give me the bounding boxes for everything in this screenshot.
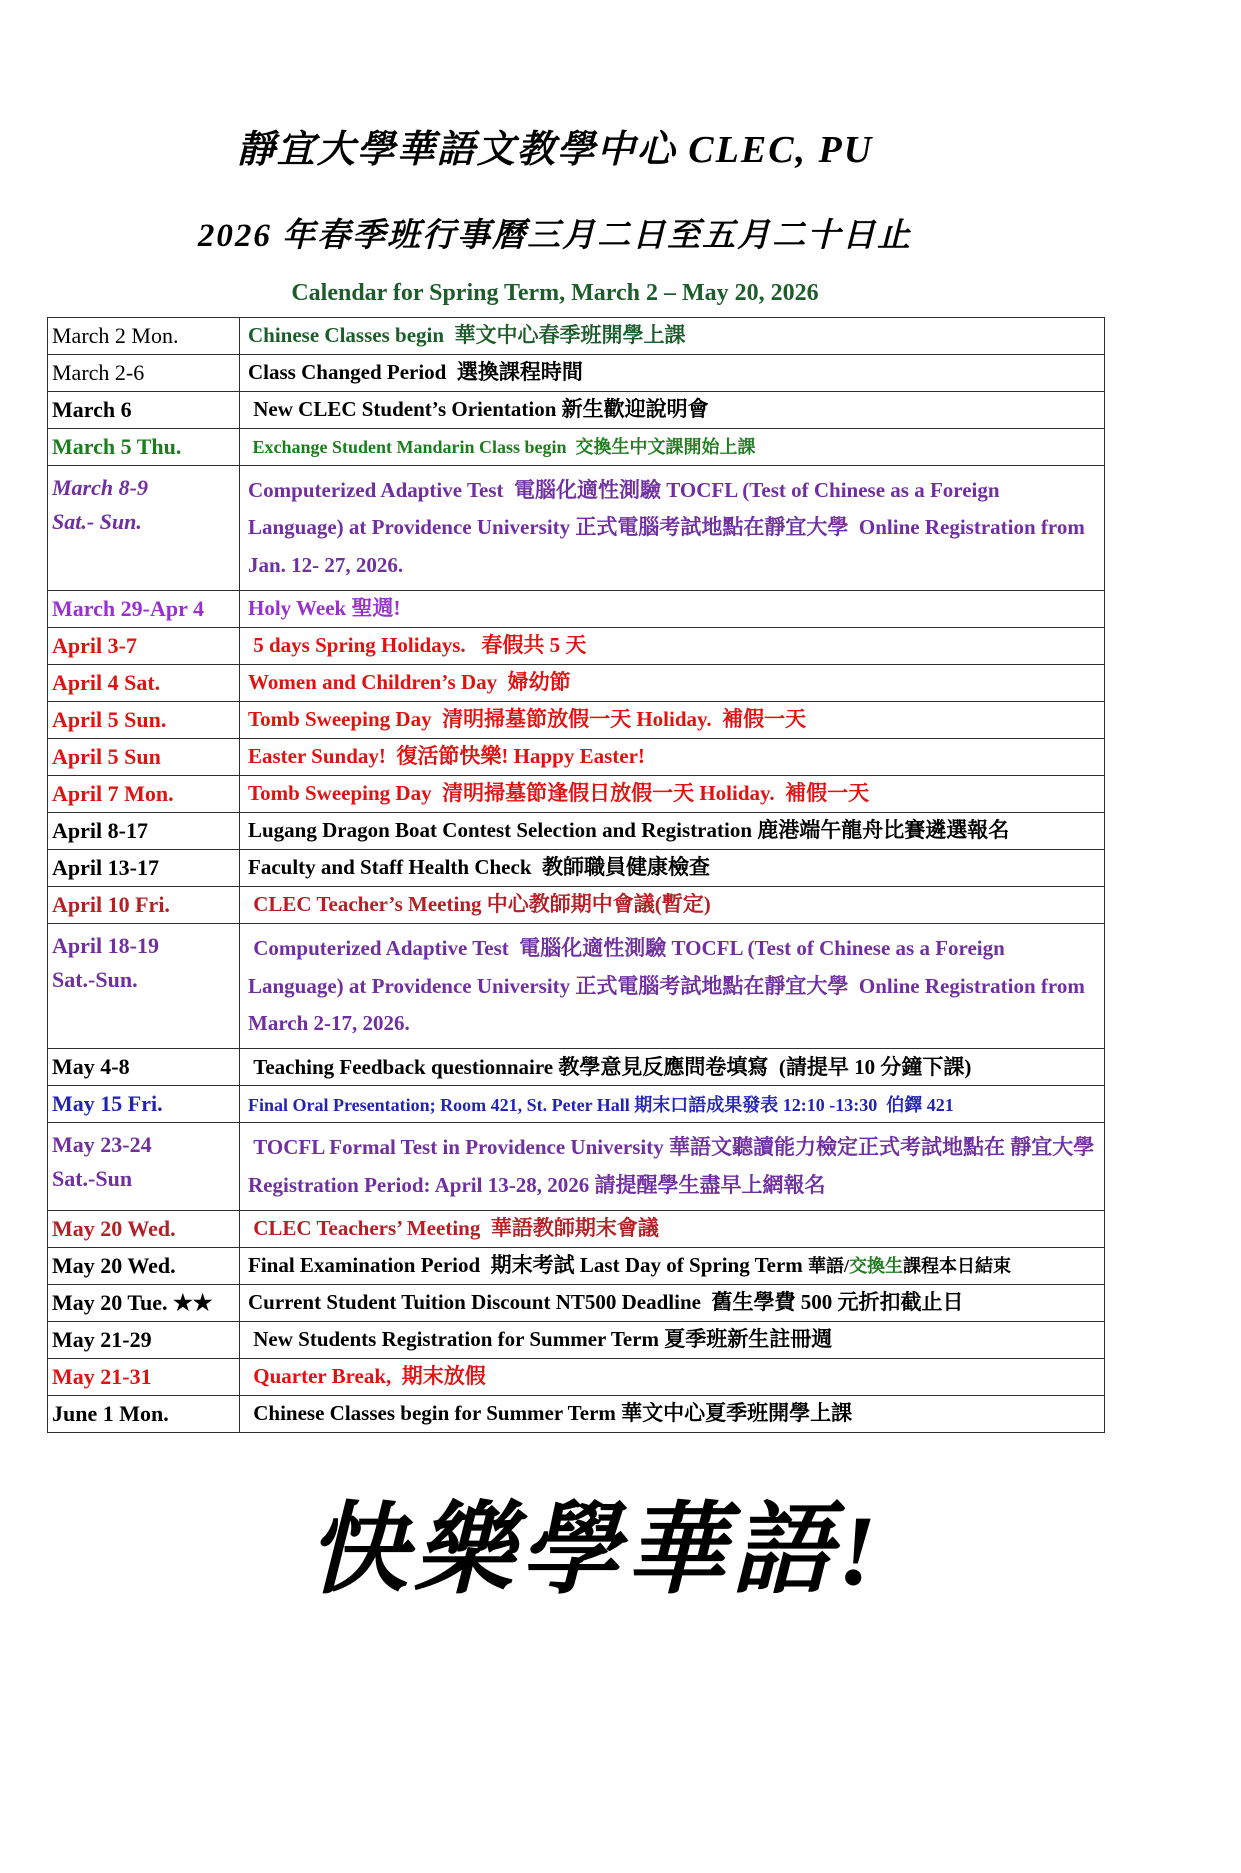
table-row	[48, 1396, 1105, 1433]
date-line: May 21-29	[52, 1326, 152, 1352]
table-row	[48, 739, 1105, 776]
date-cell	[48, 1123, 240, 1211]
event-text-segment: Chinese Classes begin for Summer Term 華文中心夏季班開學上課	[248, 1401, 853, 1426]
table-row	[48, 1285, 1105, 1322]
table-row	[48, 429, 1105, 466]
page-header	[0, 118, 1110, 307]
footer-message: 快樂學華語!	[307, 1495, 883, 1606]
table-row	[48, 924, 1105, 1049]
event-cell	[240, 1285, 1105, 1322]
table-row	[48, 1049, 1105, 1086]
date-line: May 15 Fri.	[52, 1090, 163, 1116]
date-line: May 20 Wed.	[52, 1215, 176, 1241]
table-row	[48, 702, 1105, 739]
table-row	[48, 466, 1105, 591]
date-line: April 5 Sun	[52, 743, 161, 769]
date-line: March 8-9	[52, 475, 148, 500]
date-cell	[48, 591, 240, 628]
event-cell	[240, 924, 1105, 1049]
date-line: April 13-17	[52, 854, 159, 880]
date-cell	[48, 628, 240, 665]
event-cell	[240, 1049, 1105, 1086]
date-line: April 18-19	[52, 933, 159, 959]
page-title: 靜宜大學華語文教學中心 CLEC, PU	[236, 129, 874, 171]
event-cell	[240, 1123, 1105, 1211]
event-cell	[240, 1396, 1105, 1433]
event-cell	[240, 1359, 1105, 1396]
event-cell	[240, 887, 1105, 924]
date-line: April 4 Sat.	[52, 669, 161, 695]
event-text-segment: 華語/	[808, 1256, 850, 1277]
date-line: March 5 Thu.	[52, 433, 182, 459]
date-line: June 1 Mon.	[52, 1400, 169, 1426]
date-cell	[48, 776, 240, 813]
date-cell	[48, 1359, 240, 1396]
event-text-segment: Computerized Adaptive Test 電腦化適性測驗 TOCFL (Test of Chinese as a Foreign Language) at Providence University 正式電腦考試地點在靜宜大學 Online Registration from March 2-17, 2026.	[248, 936, 1091, 1035]
date-line: Sat.-Sun.	[52, 967, 138, 993]
date-line: March 29-Apr 4	[52, 595, 204, 621]
date-cell	[48, 1049, 240, 1086]
date-cell	[48, 429, 240, 466]
calendar-heading: Calendar for Spring Term, March 2 – May 20, 2026	[291, 280, 819, 306]
date-cell	[48, 850, 240, 887]
table-row	[48, 813, 1105, 850]
date-cell	[48, 318, 240, 355]
date-line: May 20 Wed.	[52, 1252, 176, 1278]
table-row	[48, 1086, 1105, 1123]
date-cell	[48, 466, 240, 591]
date-line: May 20 Tue. ★★	[52, 1289, 213, 1315]
table-row	[48, 1359, 1105, 1396]
date-line: April 10 Fri.	[52, 891, 170, 917]
date-cell	[48, 665, 240, 702]
date-cell	[48, 739, 240, 776]
table-row	[48, 355, 1105, 392]
event-cell	[240, 355, 1105, 392]
date-line: May 23-24	[52, 1132, 152, 1158]
event-text-segment: Faculty and Staff Health Check 教師職員健康檢查	[248, 855, 710, 880]
date-line: March 2-6	[52, 359, 145, 385]
event-cell	[240, 1086, 1105, 1123]
table-row	[48, 776, 1105, 813]
table-row	[48, 1211, 1105, 1248]
event-cell	[240, 628, 1105, 665]
date-cell	[48, 813, 240, 850]
date-line: May 21-31	[52, 1363, 152, 1389]
event-cell	[240, 1248, 1105, 1285]
date-cell	[48, 1086, 240, 1123]
event-cell	[240, 392, 1105, 429]
event-cell	[240, 739, 1105, 776]
date-line: May 4-8	[52, 1053, 130, 1079]
calendar-page	[0, 118, 1241, 1873]
event-cell	[240, 591, 1105, 628]
event-text-segment: Class Changed Period 選換課程時間	[248, 360, 583, 385]
event-text-segment: CLEC Teacher’s Meeting 中心教師期中會議(暫定)	[248, 892, 711, 917]
event-text-segment: Chinese Classes begin 華文中心春季班開學上課	[248, 323, 686, 348]
event-text-segment: Teaching Feedback questionnaire 教學意見反應問卷填寫 (請提早 10 分鐘下課)	[248, 1054, 972, 1079]
event-text-segment: Current Student Tuition Discount NT500 Deadline 舊生學費 500 元折扣截止日	[248, 1290, 964, 1315]
table-row	[48, 628, 1105, 665]
date-line: Sat.- Sun.	[52, 509, 142, 535]
date-cell	[48, 392, 240, 429]
date-cell	[48, 1248, 240, 1285]
table-row	[48, 1322, 1105, 1359]
date-line: April 5 Sun.	[52, 706, 167, 732]
event-text-segment: Holy Week 聖週!	[248, 596, 401, 621]
date-cell	[48, 1285, 240, 1322]
date-line: Sat.-Sun	[52, 1166, 133, 1192]
event-text-segment: New Students Registration for Summer Term 夏季班新生註冊週	[248, 1327, 833, 1352]
event-text-segment: New CLEC Student’s Orientation 新生歡迎說明會	[248, 397, 709, 422]
date-line: April 7 Mon.	[52, 780, 174, 806]
event-cell	[240, 813, 1105, 850]
event-text-segment: Final Examination Period 期末考試 Last Day of Spring Term	[248, 1253, 809, 1278]
table-row	[48, 665, 1105, 702]
table-row	[48, 887, 1105, 924]
date-cell	[48, 1396, 240, 1433]
event-text-segment: Easter Sunday! 復活節快樂! Happy Easter!	[248, 744, 645, 769]
date-cell	[48, 924, 240, 1049]
event-text-segment: 5 days Spring Holidays. 春假共 5 天	[248, 633, 587, 658]
date-line: April 8-17	[52, 817, 148, 843]
date-cell	[48, 1322, 240, 1359]
table-row	[48, 591, 1105, 628]
event-text-segment: CLEC Teachers’ Meeting 華語教師期末會議	[248, 1216, 659, 1241]
event-text-segment: Computerized Adaptive Test 電腦化適性測驗 TOCFL (Test of Chinese as a Foreign Language) at Providence University 正式電腦考試地點在靜宜大學 Online Registration from Jan. 12- 27, 2026.	[248, 478, 1091, 577]
event-text-segment: Final Oral Presentation; Room 421, St. Peter Hall 期末口語成果發表 12:10 -13:30 伯鐸 421	[248, 1094, 954, 1115]
event-text-segment: Exchange Student Mandarin Class begin 交換生中文課開始上課	[248, 437, 756, 458]
calendar-table-body	[48, 318, 1105, 1433]
event-text-segment: Quarter Break, 期末放假	[248, 1364, 486, 1389]
table-row	[48, 1248, 1105, 1285]
event-cell	[240, 702, 1105, 739]
event-cell	[240, 776, 1105, 813]
event-text-segment: TOCFL Formal Test in Providence University 華語文聽讀能力檢定正式考試地點在 靜宜大學 Registration Period: April 13-28, 2026 請提醒學生盡早上網報名	[248, 1135, 1100, 1197]
event-cell	[240, 1322, 1105, 1359]
event-cell	[240, 665, 1105, 702]
date-cell	[48, 355, 240, 392]
event-text-segment: Tomb Sweeping Day 清明掃墓節逢假日放假一天 Holiday. 補假一天	[248, 781, 870, 806]
date-cell	[48, 1211, 240, 1248]
event-cell	[240, 850, 1105, 887]
page-subtitle: 2026 年春季班行事曆三月二日至五月二十日止	[197, 218, 913, 254]
event-text-segment: 課程本日結束	[903, 1256, 1012, 1277]
table-row	[48, 1123, 1105, 1211]
date-cell	[48, 702, 240, 739]
event-cell	[240, 1211, 1105, 1248]
event-text-segment: Tomb Sweeping Day 清明掃墓節放假一天 Holiday. 補假一天	[248, 707, 807, 732]
event-cell	[240, 429, 1105, 466]
date-line: March 6	[52, 396, 132, 422]
event-cell	[240, 466, 1105, 591]
event-text-segment: 交換生	[849, 1256, 904, 1277]
date-cell	[48, 887, 240, 924]
table-row	[48, 318, 1105, 355]
event-text-segment: Lugang Dragon Boat Contest Selection and Registration 鹿港端午龍舟比賽遴選報名	[248, 818, 1010, 843]
date-line: March 2 Mon.	[52, 322, 179, 348]
table-row	[48, 850, 1105, 887]
event-text-segment: Women and Children’s Day 婦幼節	[248, 670, 571, 695]
calendar-table	[47, 317, 1105, 1433]
event-cell	[240, 318, 1105, 355]
table-row	[48, 392, 1105, 429]
date-line: April 3-7	[52, 632, 137, 658]
